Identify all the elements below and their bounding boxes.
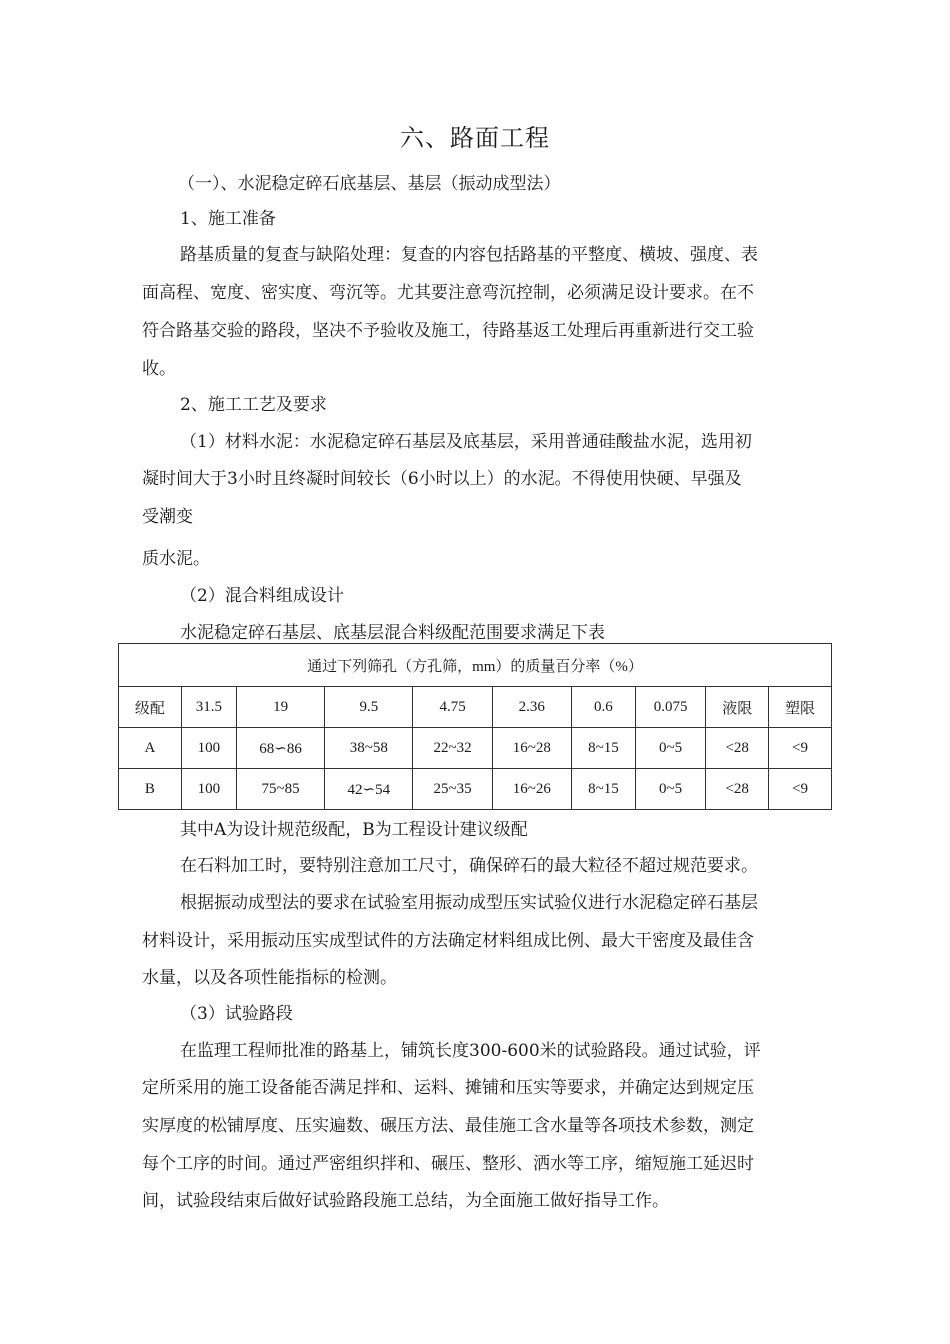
table-cell: 8~15 (571, 728, 635, 769)
table-header-cell: 级配 (119, 687, 182, 728)
paragraph-line: 材料设计，采用振动压实成型试件的方法确定材料组成比例、最大干密度及最佳含 (142, 931, 754, 951)
paragraph-line: 在石料加工时，要特别注意加工尺寸，确保碎石的最大粒径不超过规范要求。 (180, 856, 758, 876)
table-cell: <9 (769, 728, 832, 769)
table-header-cell: 0.075 (635, 687, 705, 728)
table-row (119, 769, 832, 810)
table-cell: 16~28 (492, 728, 571, 769)
table-cell: 22~32 (413, 728, 492, 769)
paragraph-line: 路基质量的复查与缺陷处理：复查的内容包括路基的平整度、横坡、强度、表 (180, 245, 758, 265)
subsection-heading: 2、施工工艺及要求 (180, 395, 327, 415)
table-cell: 100 (181, 728, 236, 769)
table-row (119, 728, 832, 769)
table-cell: <9 (769, 769, 832, 810)
subsection-heading: 1、施工准备 (180, 209, 276, 229)
paragraph-line: 质水泥。 (142, 549, 210, 569)
table-header-cell: 0.6 (571, 687, 635, 728)
table-cell: 0~5 (635, 769, 705, 810)
paragraph-line: 受潮变 (142, 507, 193, 527)
table-cell: 100 (181, 769, 236, 810)
table-cell: B (119, 769, 182, 810)
page-title: 六、路面工程 (400, 124, 550, 152)
grading-table (118, 643, 832, 810)
paragraph-line: 间，试验段结束后做好试验路段施工总结，为全面施工做好指导工作。 (142, 1191, 669, 1211)
paragraph-line: 面高程、宽度、密实度、弯沉等。尤其要注意弯沉控制，必须满足设计要求。在不 (142, 283, 754, 303)
paragraph-line: 根据振动成型法的要求在试验室用振动成型压实试验仪进行水泥稳定碎石基层 (180, 893, 758, 913)
table-cell: 16~26 (492, 769, 571, 810)
table-cell: 38~58 (325, 728, 413, 769)
table-cell: <28 (706, 769, 769, 810)
paragraph-line: 符合路基交验的路段，坚决不予验收及施工，待路基返工处理后再重新进行交工验 (142, 321, 754, 341)
table-note: 其中A为设计规范级配，B为工程设计建议级配 (180, 820, 528, 840)
paragraph-line: 水量，以及各项性能指标的检测。 (142, 968, 397, 988)
paragraph-line: 凝时间大于3小时且终凝时间较长（6小时以上）的水泥。不得使用快硬、早强及 (142, 469, 742, 489)
table-header-cell: 塑限 (769, 687, 832, 728)
table-intro: 水泥稳定碎石基层、底基层混合料级配范围要求满足下表 (180, 623, 605, 643)
paragraph-line: 定所采用的施工设备能否满足拌和、运料、摊铺和压实等要求，并确定达到规定压 (142, 1078, 754, 1098)
table-header-cell: 31.5 (181, 687, 236, 728)
table-header-cell: 液限 (706, 687, 769, 728)
table-cell: 75~85 (236, 769, 324, 810)
paragraph-line: 在监理工程师批准的路基上，铺筑长度300-600米的试验路段。通过试验，评 (180, 1041, 761, 1061)
paragraph-line: 实厚度的松铺厚度、压实遍数、碾压方法、最佳施工含水量等各项技术参数，测定 (142, 1116, 754, 1136)
table-cell: A (119, 728, 182, 769)
table-header-cell: 9.5 (325, 687, 413, 728)
table-header-cell: 4.75 (413, 687, 492, 728)
table-cell: 25~35 (413, 769, 492, 810)
table-caption: 通过下列筛孔（方孔筛，mm）的质量百分率（%） (119, 644, 832, 687)
table-header-cell: 19 (236, 687, 324, 728)
subsection-heading: （3）试验路段 (180, 1004, 293, 1024)
table-cell: 42∽54 (325, 769, 413, 810)
paragraph-line: 每个工序的时间。通过严密组织拌和、碾压、整形、洒水等工序，缩短施工延迟时 (142, 1154, 754, 1174)
section-heading: （一）、水泥稳定碎石底基层、基层（振动成型法） (178, 174, 561, 194)
paragraph-line: （1）材料水泥：水泥稳定碎石基层及底基层，采用普通硅酸盐水泥，选用初 (180, 432, 752, 452)
table-cell: 68∽86 (236, 728, 324, 769)
subsection-heading: （2）混合料组成设计 (180, 586, 344, 606)
table-cell: 8~15 (571, 769, 635, 810)
table-header-row (119, 687, 832, 728)
table-cell: <28 (706, 728, 769, 769)
table-header-cell: 2.36 (492, 687, 571, 728)
table-cell: 0~5 (635, 728, 705, 769)
paragraph-line: 收。 (142, 359, 176, 379)
